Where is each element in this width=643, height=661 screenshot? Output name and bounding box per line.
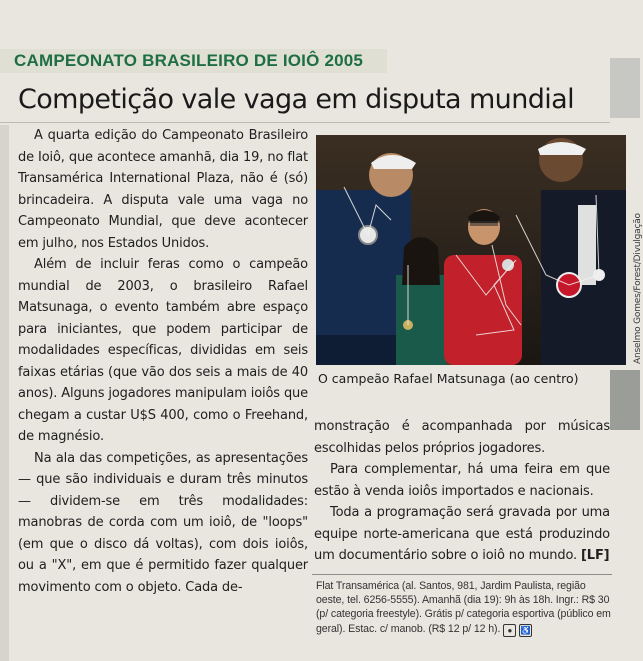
paragraph-final: [314, 502, 610, 567]
headline-rule: [0, 122, 610, 123]
paragraph: Além de incluir feras como o campeão mundial de 2003, o brasileiro Rafael Matsunaga, o evento também abre espaço para iniciantes, que podem participar de modalidades específicas, divididas em seis faixas etárias (que vão dos seis a mais de 40 anos). Alguns jogadores manipulam ioiôs que chegam a custar U$S 400, como o Freehand, de magnésio.: [18, 257, 308, 444]
author-signature: [LF]: [581, 548, 610, 563]
paragraph: Na ala das competições, as apresentações — que são individuais e duram três minutos— dividem-se em três modalidades: manobras de corda com um ioiô, de "loops" (em que o disco dá voltas), com dois ioiôs, ou a "X", em que é permitido fazer qualquer movimento com o objeto. Cada de-: [18, 450, 308, 595]
paragraph: Para complementar, há uma feira em que estão à venda ioiôs importados e nacionais.: [314, 462, 610, 499]
article-photo: [316, 135, 626, 365]
neighbor-tab: [610, 400, 640, 430]
photo-caption: O campeão Rafael Matsunaga (ao centro): [318, 371, 579, 386]
paragraph-continued: monstração é acompanhada por músicas escolhidas pelos próprios jogadores.: [314, 419, 610, 456]
neighbor-tab: [610, 58, 640, 88]
photo-credit: [632, 136, 643, 364]
section-kicker: CAMPEONATO BRASILEIRO DE IOIÔ 2005: [14, 51, 364, 70]
ear-icon: ●: [503, 624, 516, 637]
neighbor-column-edge: [0, 125, 9, 661]
body-column-2: [314, 416, 610, 567]
paragraph-text: Toda a programação será gravada por uma equipe norte-americana que está produzindo um documentário sobre o ioiô no mundo.: [314, 505, 610, 563]
paragraph: A quarta edição do Campeonato Brasileiro de Ioiô, que acontece amanhã, dia 19, no flat Transamérica International Plaza, não é (só) brincadeira. A disputa vale uma vaga no Campeonato Mundial, que deve acontecer em julho, nos Estados Unidos.: [18, 128, 308, 251]
event-info: [316, 579, 612, 637]
event-info-text: Flat Transamérica (al. Santos, 981, Jardim Paulista, região oeste, tel. 6256-5555). Amanhã (dia 19): 9h às 18h. Ingr.: R$ 30 (p/ categoria freestyle). Grátis p/ categoria esportiva (público em geral). Estac. c/ manob. (R$ 12 p/ 12 h).: [316, 580, 611, 635]
body-column-1: [18, 125, 308, 598]
yoyo-players-photo: [316, 135, 626, 365]
neighbor-tab: [610, 88, 640, 118]
headline: Competição vale vaga em disputa mundial: [18, 84, 574, 115]
photo-credit-text: Anselmo Gomes/Forest/Divulgação: [633, 213, 643, 364]
info-rule: [312, 574, 612, 575]
wheelchair-icon: ♿: [520, 625, 531, 635]
neighbor-tab: [610, 370, 640, 400]
